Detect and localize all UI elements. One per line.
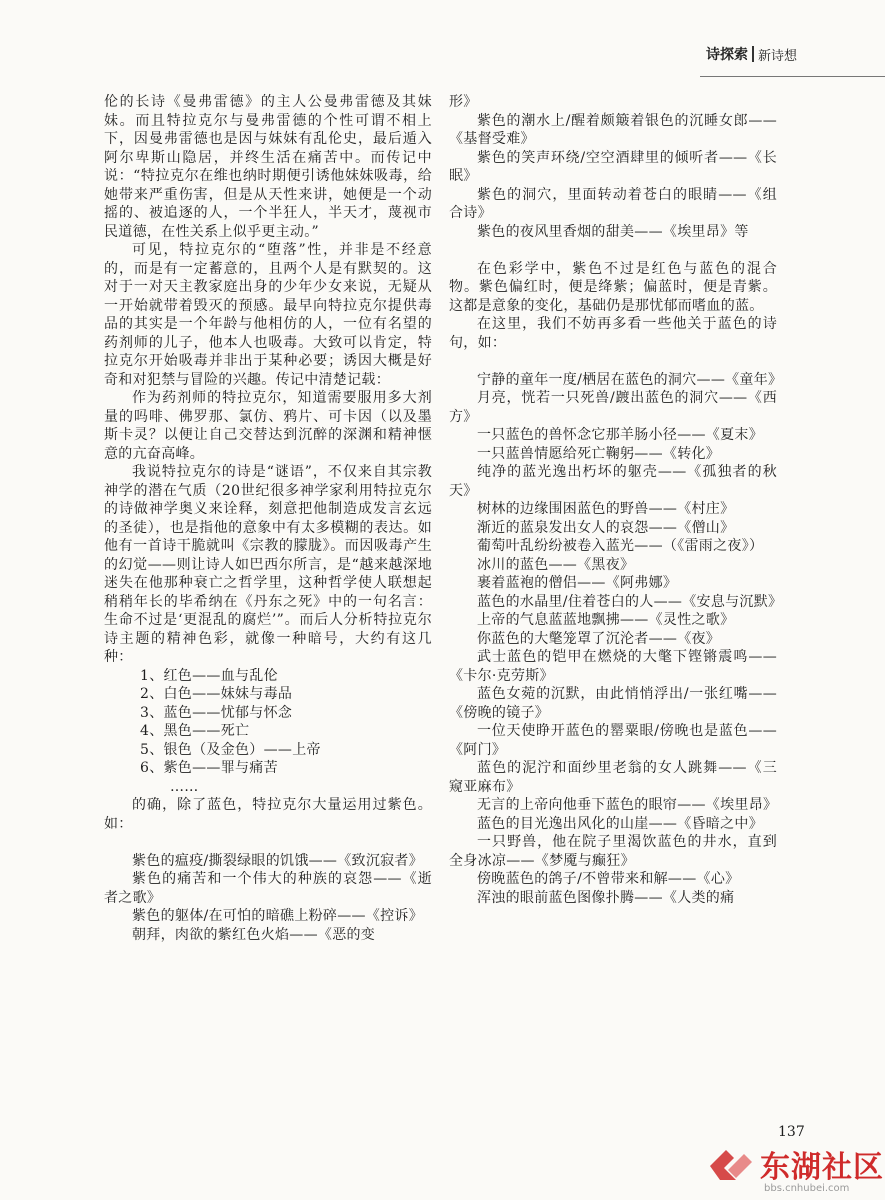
paragraph: 葡萄叶乱纷纷被卷入蓝光——（《雷雨之夜》） [477, 538, 764, 554]
paragraph: 你蓝色的大氅笼罩了沉沦者——《夜》 [477, 630, 721, 647]
paragraph: 的确，除了蓝色，特拉克尔大量运用过紫色。如： [104, 797, 432, 832]
paragraph: 紫色的夜风里香烟的甜美——《埃里昂》等 [477, 223, 749, 240]
header-rule [700, 76, 885, 77]
logo-url: bbs.cnhubei.com [764, 1183, 850, 1194]
paragraph: 渐近的蓝泉发出女人的哀怨——《僧山》 [477, 519, 735, 536]
paragraph: 纯净的蓝光逸出朽坏的躯壳——《孤独者的秋天》 [449, 464, 777, 499]
list-item: 2、白色——妹妹与毒品 [140, 686, 293, 702]
paragraph: 上帝的气息蓝蓝地飘拂——《灵性之歌》 [477, 612, 735, 628]
paragraph: 作为药剂师的特拉克尔，知道需要服用多大剂量的吗啡、佛罗那、氯仿、鸦片、可卡因（以及墨斯卡灵？以便让自己交替达到沉醉的深渊和精神惬意的亢奋高峰。 [104, 390, 432, 462]
running-header [706, 44, 797, 64]
paragraph-gap [104, 833, 432, 852]
logo-text: 东湖社区 [760, 1150, 884, 1185]
paragraph: 裹着蓝袍的僧侣——《阿弗娜》 [477, 575, 678, 591]
page-number: 137 [778, 1124, 805, 1140]
paragraph: 蓝色的泥泞和面纱里老翁的女人跳舞——《三窥亚麻布》 [449, 760, 777, 795]
paragraph: 紫色的洞穴，里面转动着苍白的眼睛——《组合诗》 [449, 186, 777, 221]
list-item: 3、蓝色——忧郁与怀念 [140, 704, 293, 721]
paragraph: 朝拜，肉欲的紫红色火焰——《恶的变 [132, 926, 376, 943]
paragraph: 一位天使睁开蓝色的罂粟眼/傍晚也是蓝色——《阿门》 [449, 723, 777, 758]
magazine-title: 诗探索 [706, 47, 748, 63]
paragraph: 紫色的潮水上/醒着颇簸着银色的沉睡女郎——《基督受难》 [449, 112, 777, 147]
paragraph: 紫色的痛苦和一个伟大的种族的哀怨——《逝者之歌》 [104, 871, 432, 906]
paragraph: 武士蓝色的铠甲在燃烧的大氅下铿锵震鸣——《卡尔·克劳斯》 [449, 649, 777, 684]
paragraph: 一只蓝兽情愿给死亡鞠躬——《转化》 [477, 445, 721, 462]
list-item: 5、银色（及金色）——上帝 [140, 741, 321, 758]
section-title: 新诗想 [758, 48, 798, 64]
paragraph: 伦的长诗《曼弗雷德》的主人公曼弗雷德及其妹妹。而且特拉克尔与曼弗雷德的个性可谓不相上下，因曼弗雷德也是因与妹妹有乱伦史，最后遁入阿尔卑斯山隐居，并终生活在痛苦中。而传记中说：“特拉克尔在维也纳时期便引诱他妹妹吸毒，给她带来严重伤害，但是从天性来讲，她便是一个动摇的、被追逐的人，一个半狂人，半天才，蔑视市民道德，在性关系上似乎更主动。” [104, 94, 432, 240]
paragraph-gap [449, 352, 777, 371]
logo-mark-icon [706, 1144, 756, 1184]
paragraph: 紫色的笑声环绕/空空酒肆里的倾听者——《长眠》 [449, 149, 777, 184]
paragraph: 在这里，我们不妨再多看一些他关于蓝色的诗句，如： [449, 316, 777, 351]
right-column [449, 93, 783, 907]
paragraph: 紫色的瘟疫/撕裂绿眼的饥饿——《致沉寂者》 [132, 852, 424, 869]
paragraph: 可见，特拉克尔的“堕落”性，并非是不经意的，而是有一定蓄意的，且两个人是有默契的。这对于一对天主教家庭出身的少年少女来说，无疑从一开始就带着毁灭的预感。最早向特拉克尔提供毒品的其实是一个年龄与他相仿的人，一位有名望的药剂师的儿子，他本人也吸毒。大致可以肯定，特拉克尔开始吸毒并非出于某种必要；诱因大概是好奇和对犯禁与冒险的兴趣。传记中清楚记载： [104, 242, 432, 388]
header-separator [752, 46, 754, 62]
list-item: 1、红色——血与乱伦 [140, 667, 278, 684]
paragraph: 紫色的躯体/在可怕的暗礁上粉碎——《控诉》 [132, 908, 424, 924]
watermark-logo [706, 1142, 884, 1186]
paragraph: 蓝色的水晶里/住着苍白的人——《安息与沉默》 [477, 593, 783, 610]
list-item: 6、紫色——罪与痛苦 [140, 760, 278, 776]
paragraph: 浑浊的眼前蓝色图像扑腾——《人类的痛 [477, 889, 735, 906]
paragraph: 冰川的蓝色——《黑夜》 [477, 556, 635, 573]
paragraph: 一只蓝色的兽怀念它那羊肠小径——《夏末》 [477, 427, 763, 443]
paragraph: 无言的上帝向他垂下蓝色的眼帘——《埃里昂》 [477, 797, 778, 813]
paragraph: 宁静的童年一度/栖居在蓝色的洞穴——《童年》 [477, 371, 783, 388]
paragraph-gap [449, 241, 777, 260]
paragraph: 在色彩学中，紫色不过是红色与蓝色的混合物。紫色偏红时，便是绛紫；偏蓝时，便是青紫。这都是意象的变化，基础仍是那忧郁而嗜血的蓝。 [449, 260, 777, 314]
paragraph: 蓝色的目光逸出风化的山崖——《昏暗之中》 [477, 815, 763, 832]
paragraph: …… [170, 778, 199, 795]
paragraph: 一只野兽，他在院子里渴饮蓝色的井水，直到全身冰凉——《梦魇与癫狂》 [449, 834, 777, 869]
left-column [104, 93, 432, 944]
paragraph: 傍晚蓝色的鸽子/不曾带来和解——《心》 [477, 871, 740, 887]
paragraph: 形》 [449, 94, 478, 110]
paragraph: 蓝色女菀的沉默，由此悄悄浮出/一张红嘴——《傍晚的镜子》 [449, 686, 777, 721]
list-item: 4、黑色——死亡 [140, 723, 250, 739]
paragraph: 我说特拉克尔的诗是“谜语”，不仅来自其宗教神学的潜在气质（20世纪很多神学家利用特拉克尔的诗做神学奥义来诠释，刻意把他制造成发言玄远的圣徒），也是指他的意象中有太多模糊的表达。如他有一首诗干脆就叫《宗教的朦胧》。而因吸毒产生的幻觉——则让诗人如巴西尔所言，是“越来越深地迷失在他那种衰亡之哲学里，这种哲学使人联想起稍稍年长的毕希纳在《丹东之死》中的一句名言：生命不过是‘更混乱的腐烂’”。而后人分析特拉克尔诗主题的精神色彩，就像一种暗号，大约有这几种： [104, 464, 432, 665]
paragraph: 月亮，恍若一只死兽/踱出蓝色的洞穴——《西方》 [449, 390, 777, 425]
paragraph: 树林的边缘围困蓝色的野兽——《村庄》 [477, 501, 735, 517]
